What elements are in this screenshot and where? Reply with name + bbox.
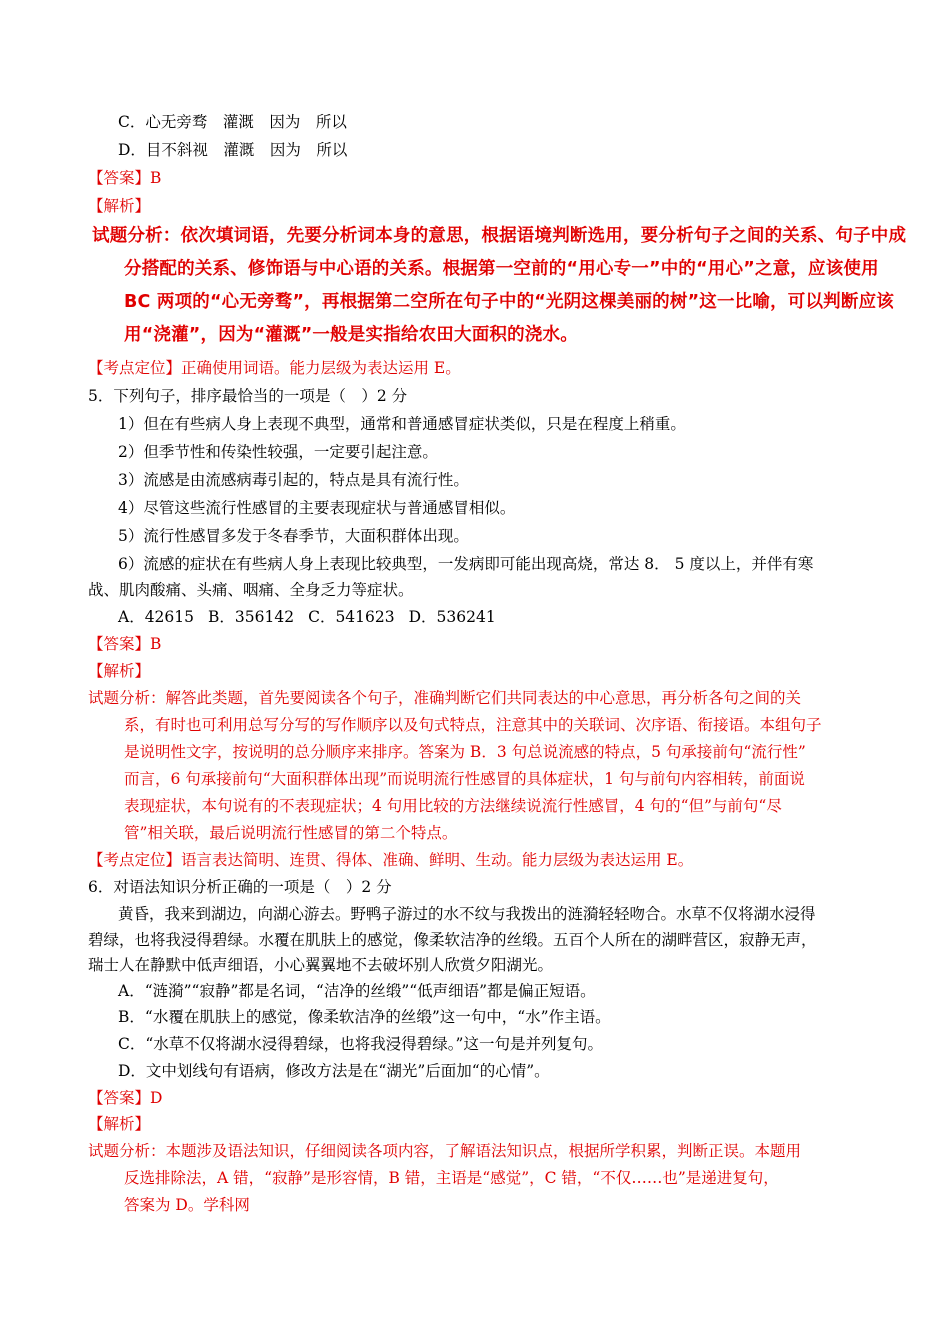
q6-analysis-line: 试题分析：本题涉及语法知识，仔细阅读各项内容，了解语法知识点，根据所学积累，判断正误。本题用 <box>88 1142 802 1160</box>
q5-sentence: 6）流感的症状在有些病人身上表现比较典型，一发病即可能出现高烧，常达 8． 5 度以上，并伴有寒 <box>118 555 814 573</box>
q6-answer: 【答案】D <box>88 1089 163 1107</box>
q5-sentence: 1）但在有些病人身上表现不典型，通常和普通感冒症状类似，只是在程度上稍重。 <box>118 415 686 433</box>
q5-options <box>118 607 496 627</box>
q5-sentence: 4）尽管这些流行性感冒的主要表现症状与普通感冒相似。 <box>118 499 516 517</box>
q6-analysis-line: 反选排除法，A 错，“寂静”是形容情，B 错，主语是“感觉”，C 错，“不仅……也”是递进复句， <box>124 1169 779 1187</box>
q6-stem: 6．对语法知识分析正确的一项是（ ）2 分 <box>88 878 392 896</box>
q4-kaodian: 【考点定位】正确使用词语。能力层级为表达运用 E。 <box>88 359 461 377</box>
q5-analysis-line: 表现症状，本句说有的不表现症状；4 句用比较的方法继续说流行性感冒，4 句的“但”与前句“尽 <box>124 797 782 815</box>
q5-analysis-line: 而言，6 句承接前句“大面积群体出现”而说明流行性感冒的具体症状，1 句与前句内容相转，前面说 <box>124 770 805 788</box>
q4-option-d: D．目不斜视 灌溉 因为 所以 <box>118 141 348 159</box>
q5-option-d: D．536241 <box>408 608 496 626</box>
q6-option-a: A．“涟漪”“寂静”都是名词，“洁净的丝缎”“低声细语”都是偏正短语。 <box>118 982 596 1000</box>
q5-sentence: 2）但季节性和传染性较强，一定要引起注意。 <box>118 443 438 461</box>
q6-option-c: C．“水草不仅将湖水浸得碧绿，也将我浸得碧绿。”这一句是并列复句。 <box>118 1035 603 1053</box>
q5-option-b: B．356142 <box>208 608 295 626</box>
q5-sentence: 5）流行性感冒多发于冬春季节，大面积群体出现。 <box>118 527 469 545</box>
q6-option-b: B．“水覆在肌肤上的感觉，像柔软洁净的丝缎”这一句中，“水”作主语。 <box>118 1008 611 1026</box>
q4-analysis-label: 【解析】 <box>88 197 151 215</box>
q6-analysis-line: 答案为 D。学科网 <box>124 1196 250 1214</box>
q5-sentence: 3）流感是由流感病毒引起的，特点是具有流行性。 <box>118 471 469 489</box>
q4-answer: 【答案】B <box>88 169 162 187</box>
q4-analysis-line: 分搭配的关系、修饰语与中心语的关系。根据第一空前的“用心专一”中的“用心”之意，应该使用 <box>124 259 879 279</box>
q5-option-a: A．42615 <box>118 608 195 626</box>
q5-analysis-line: 是说明性文字，按说明的总分顺序来排序。答案为 B．3 句总说流感的特点，5 句承接前句“流行性” <box>124 743 806 761</box>
q5-analysis-line: 管”相关联，最后说明流行性感冒的第二个特点。 <box>124 824 458 842</box>
q4-option-c: C．心无旁骛 灌溉 因为 所以 <box>118 113 347 131</box>
q6-passage-line: 瑞士人在静默中低声细语，小心翼翼地不去破坏别人欣赏夕阳湖光。 <box>88 956 554 974</box>
q5-option-c: C．541623 <box>308 608 395 626</box>
q5-kaodian: 【考点定位】语言表达简明、连贯、得体、准确、鲜明、生动。能力层级为表达运用 E。 <box>88 851 694 869</box>
q5-stem: 5．下列句子，排序最恰当的一项是（ ）2 分 <box>88 387 408 405</box>
q5-analysis-line: 试题分析：解答此类题，首先要阅读各个句子，准确判断它们共同表达的中心意思，再分析各句之间的关 <box>88 689 802 707</box>
q6-analysis-label: 【解析】 <box>88 1115 151 1133</box>
q4-analysis-line: 试题分析：依次填词语，先要分析词本身的意思，根据语境判断选用，要分析句子之间的关系、句子中成 <box>92 226 907 246</box>
q5-sentence: 战、肌肉酸痛、头痛、咽痛、全身乏力等症状。 <box>88 581 414 599</box>
q6-passage-line: 碧绿，也将我浸得碧绿。水覆在肌肤上的感觉，像柔软洁净的丝缎。五百个人所在的湖畔营区，寂静无声， <box>88 931 817 949</box>
q4-analysis-line: 用“浇灌”，因为“灌溉”一般是实指给农田大面积的浇水。 <box>124 325 578 345</box>
q5-answer: 【答案】B <box>88 635 162 653</box>
q6-passage-line: 黄昏，我来到湖边，向湖心游去。野鸭子游过的水不纹与我拨出的涟漪轻轻吻合。水草不仅将湖水浸得 <box>118 905 816 923</box>
q6-option-d: D．文中划线句有语病，修改方法是在“湖光”后面加“的心情”。 <box>118 1062 550 1080</box>
q5-analysis-label: 【解析】 <box>88 662 151 680</box>
q4-analysis-line: BC 两项的“心无旁骛”，再根据第二空所在句子中的“光阴这棵美丽的树”这一比喻，可以判断应该 <box>124 292 894 312</box>
q5-analysis-line: 系，有时也可利用总写分写的写作顺序以及句式特点，注意其中的关联词、次序语、衔接语。本组句子 <box>124 716 822 734</box>
